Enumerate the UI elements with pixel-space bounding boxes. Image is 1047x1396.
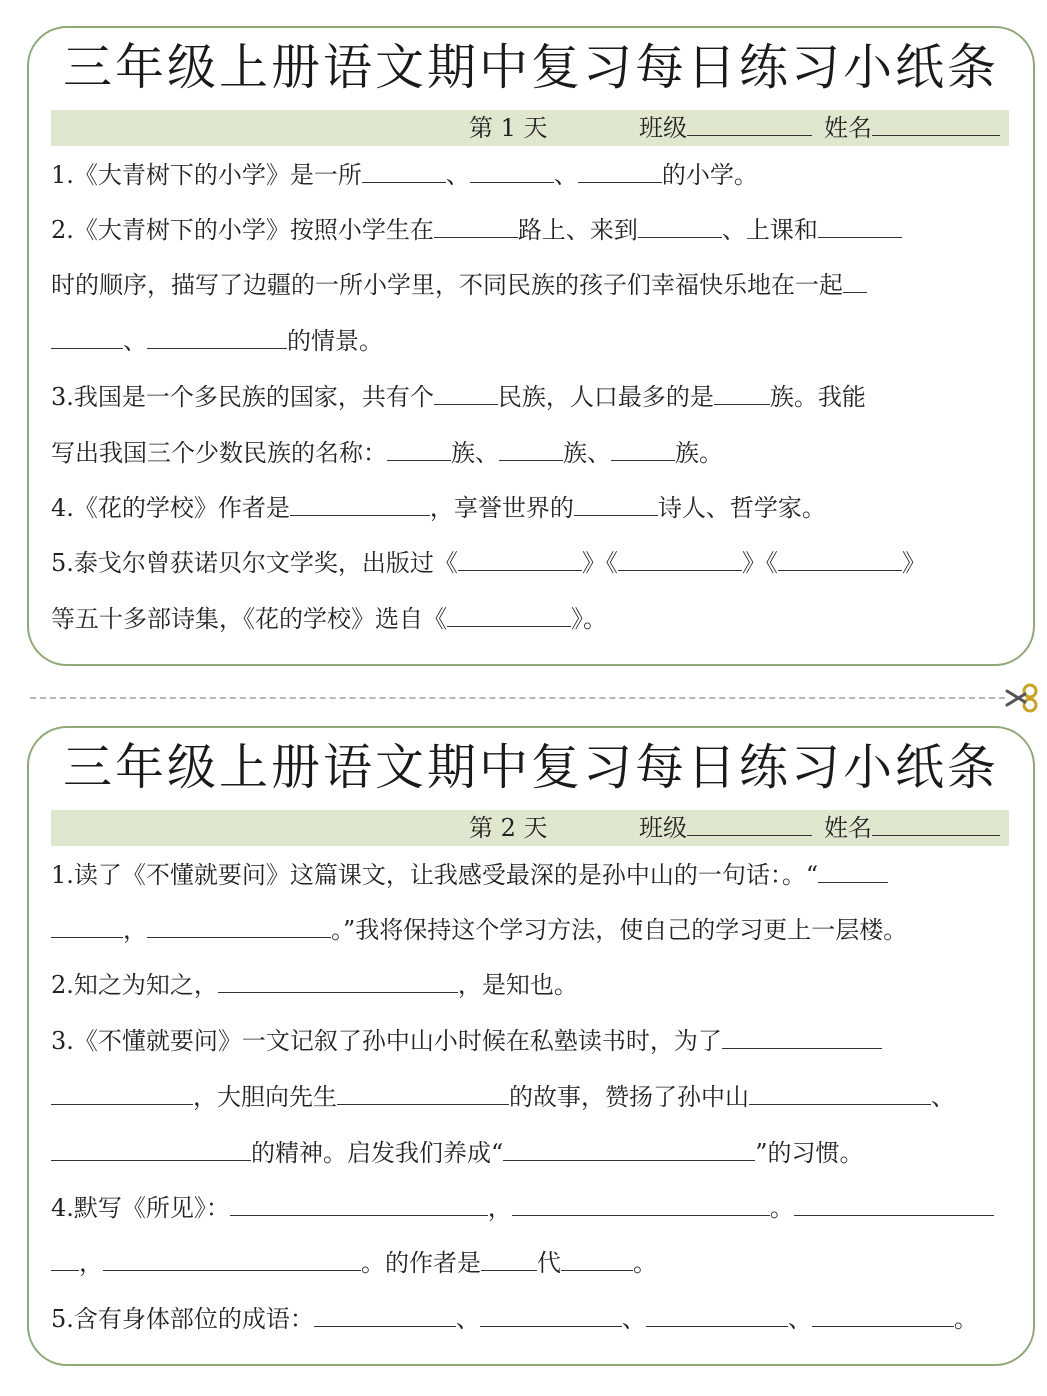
answer-blank[interactable] <box>230 1193 488 1216</box>
answer-blank[interactable] <box>147 326 287 349</box>
name-label: 姓名 <box>824 114 872 142</box>
answer-blank[interactable] <box>618 548 742 571</box>
answer-blank[interactable] <box>314 1304 456 1327</box>
question-2: 2.知之为知之， ，是知也。 <box>51 971 578 999</box>
worksheet-card-day-1 <box>27 26 1035 666</box>
answer-blank[interactable] <box>499 438 563 461</box>
name-label: 姓名 <box>824 814 872 842</box>
card-title: 三年级上册语文期中复习每日练习小纸条 <box>62 739 999 796</box>
answer-blank[interactable] <box>51 1138 251 1161</box>
answer-blank[interactable] <box>480 1304 622 1327</box>
question-3-line-1: 3.我国是一个多民族的国家，共有个 民族，人口最多的是 族。我能 <box>51 383 866 411</box>
day-label: 第 2 天 <box>469 814 548 842</box>
answer-blank[interactable] <box>749 1082 931 1105</box>
question-3-line-1: 3.《不懂就要问》一文记叙了孙中山小时候在私塾读书时，为了 <box>51 1026 882 1056</box>
answer-blank[interactable] <box>843 270 867 293</box>
question-5-line-2: 等五十多部诗集，《花的学校》选自《 》。 <box>51 605 607 633</box>
answer-blank[interactable] <box>481 1248 537 1271</box>
question-2-line-3: 、 的情景。 <box>51 326 383 356</box>
answer-blank[interactable] <box>387 438 451 461</box>
name-blank[interactable] <box>872 113 1000 136</box>
answer-blank[interactable] <box>503 1138 755 1161</box>
answer-blank[interactable] <box>578 160 662 183</box>
question-4-line-1: 4.默写《所见》： ， 。 <box>51 1193 994 1223</box>
answer-blank[interactable] <box>638 215 722 238</box>
answer-blank[interactable] <box>722 1026 882 1049</box>
answer-blank[interactable] <box>561 1248 633 1271</box>
scissors-icon <box>1004 683 1042 713</box>
question-5-line-1: 5.泰戈尔曾获诺贝尔文学奖，出版过《 》《 》《 》 <box>51 549 926 577</box>
worksheet-card-day-2 <box>27 726 1035 1366</box>
answer-blank[interactable] <box>646 1304 788 1327</box>
answer-blank[interactable] <box>458 548 582 571</box>
answer-blank[interactable] <box>714 382 770 405</box>
answer-blank[interactable] <box>362 160 446 183</box>
question-1-line-2: ， 。”我将保持这个学习方法，使自己的学习更上一层楼。 <box>51 915 907 945</box>
question-4: 4.《花的学校》作者是 ，享誉世界的 诗人、哲学家。 <box>51 494 826 522</box>
answer-blank[interactable] <box>290 493 430 516</box>
question-3-line-2: ，大胆向先生 的故事，赞扬了孙中山 、 <box>51 1082 955 1112</box>
answer-blank[interactable] <box>218 970 458 993</box>
question-2-line-2: 时的顺序，描写了边疆的一所小学里，不同民族的孩子们幸福快乐地在一起 <box>51 270 867 300</box>
question-1-line-1: 1.读了《不懂就要问》这篇课文，让我感受最深的是孙中山的一句话：。“ <box>51 860 888 890</box>
question-3-line-2: 写出我国三个少数民族的名称： 族、 族、 族。 <box>51 439 723 467</box>
question-5: 5.含有身体部位的成语： 、 、 、 。 <box>51 1305 978 1333</box>
class-blank[interactable] <box>687 113 812 136</box>
class-label: 班级 <box>639 814 687 842</box>
answer-blank[interactable] <box>470 160 554 183</box>
day-label: 第 1 天 <box>469 114 548 142</box>
card-title: 三年级上册语文期中复习每日练习小纸条 <box>62 39 999 96</box>
answer-blank[interactable] <box>147 915 331 938</box>
answer-blank[interactable] <box>434 382 498 405</box>
class-label: 班级 <box>639 114 687 142</box>
answer-blank[interactable] <box>611 438 675 461</box>
name-blank[interactable] <box>872 813 1000 836</box>
name-field[interactable] <box>824 113 1000 143</box>
answer-blank[interactable] <box>447 604 571 627</box>
answer-blank[interactable] <box>512 1193 770 1216</box>
answer-blank[interactable] <box>51 326 123 349</box>
answer-blank[interactable] <box>574 493 658 516</box>
answer-blank[interactable] <box>434 215 518 238</box>
class-blank[interactable] <box>687 813 812 836</box>
answer-blank[interactable] <box>812 1304 954 1327</box>
cut-line <box>30 697 1005 699</box>
question-4-line-2: ， 。的作者是 代 。 <box>51 1248 657 1278</box>
answer-blank[interactable] <box>818 860 888 883</box>
class-field[interactable] <box>639 813 812 843</box>
answer-blank[interactable] <box>794 1193 994 1216</box>
class-field[interactable] <box>639 113 812 143</box>
question-2-line-1: 2.《大青树下的小学》按照小学生在 路上、来到 、上课和 <box>51 215 902 245</box>
answer-blank[interactable] <box>51 1082 193 1105</box>
answer-blank[interactable] <box>51 915 123 938</box>
answer-blank[interactable] <box>818 215 902 238</box>
question-1: 1.《大青树下的小学》是一所 、 、 的小学。 <box>51 161 758 189</box>
name-field[interactable] <box>824 813 1000 843</box>
answer-blank[interactable] <box>51 1248 79 1271</box>
answer-blank[interactable] <box>778 548 902 571</box>
answer-blank[interactable] <box>337 1082 509 1105</box>
answer-blank[interactable] <box>103 1248 361 1271</box>
question-3-line-3: 的精神。启发我们养成“ ”的习惯。 <box>51 1138 864 1168</box>
